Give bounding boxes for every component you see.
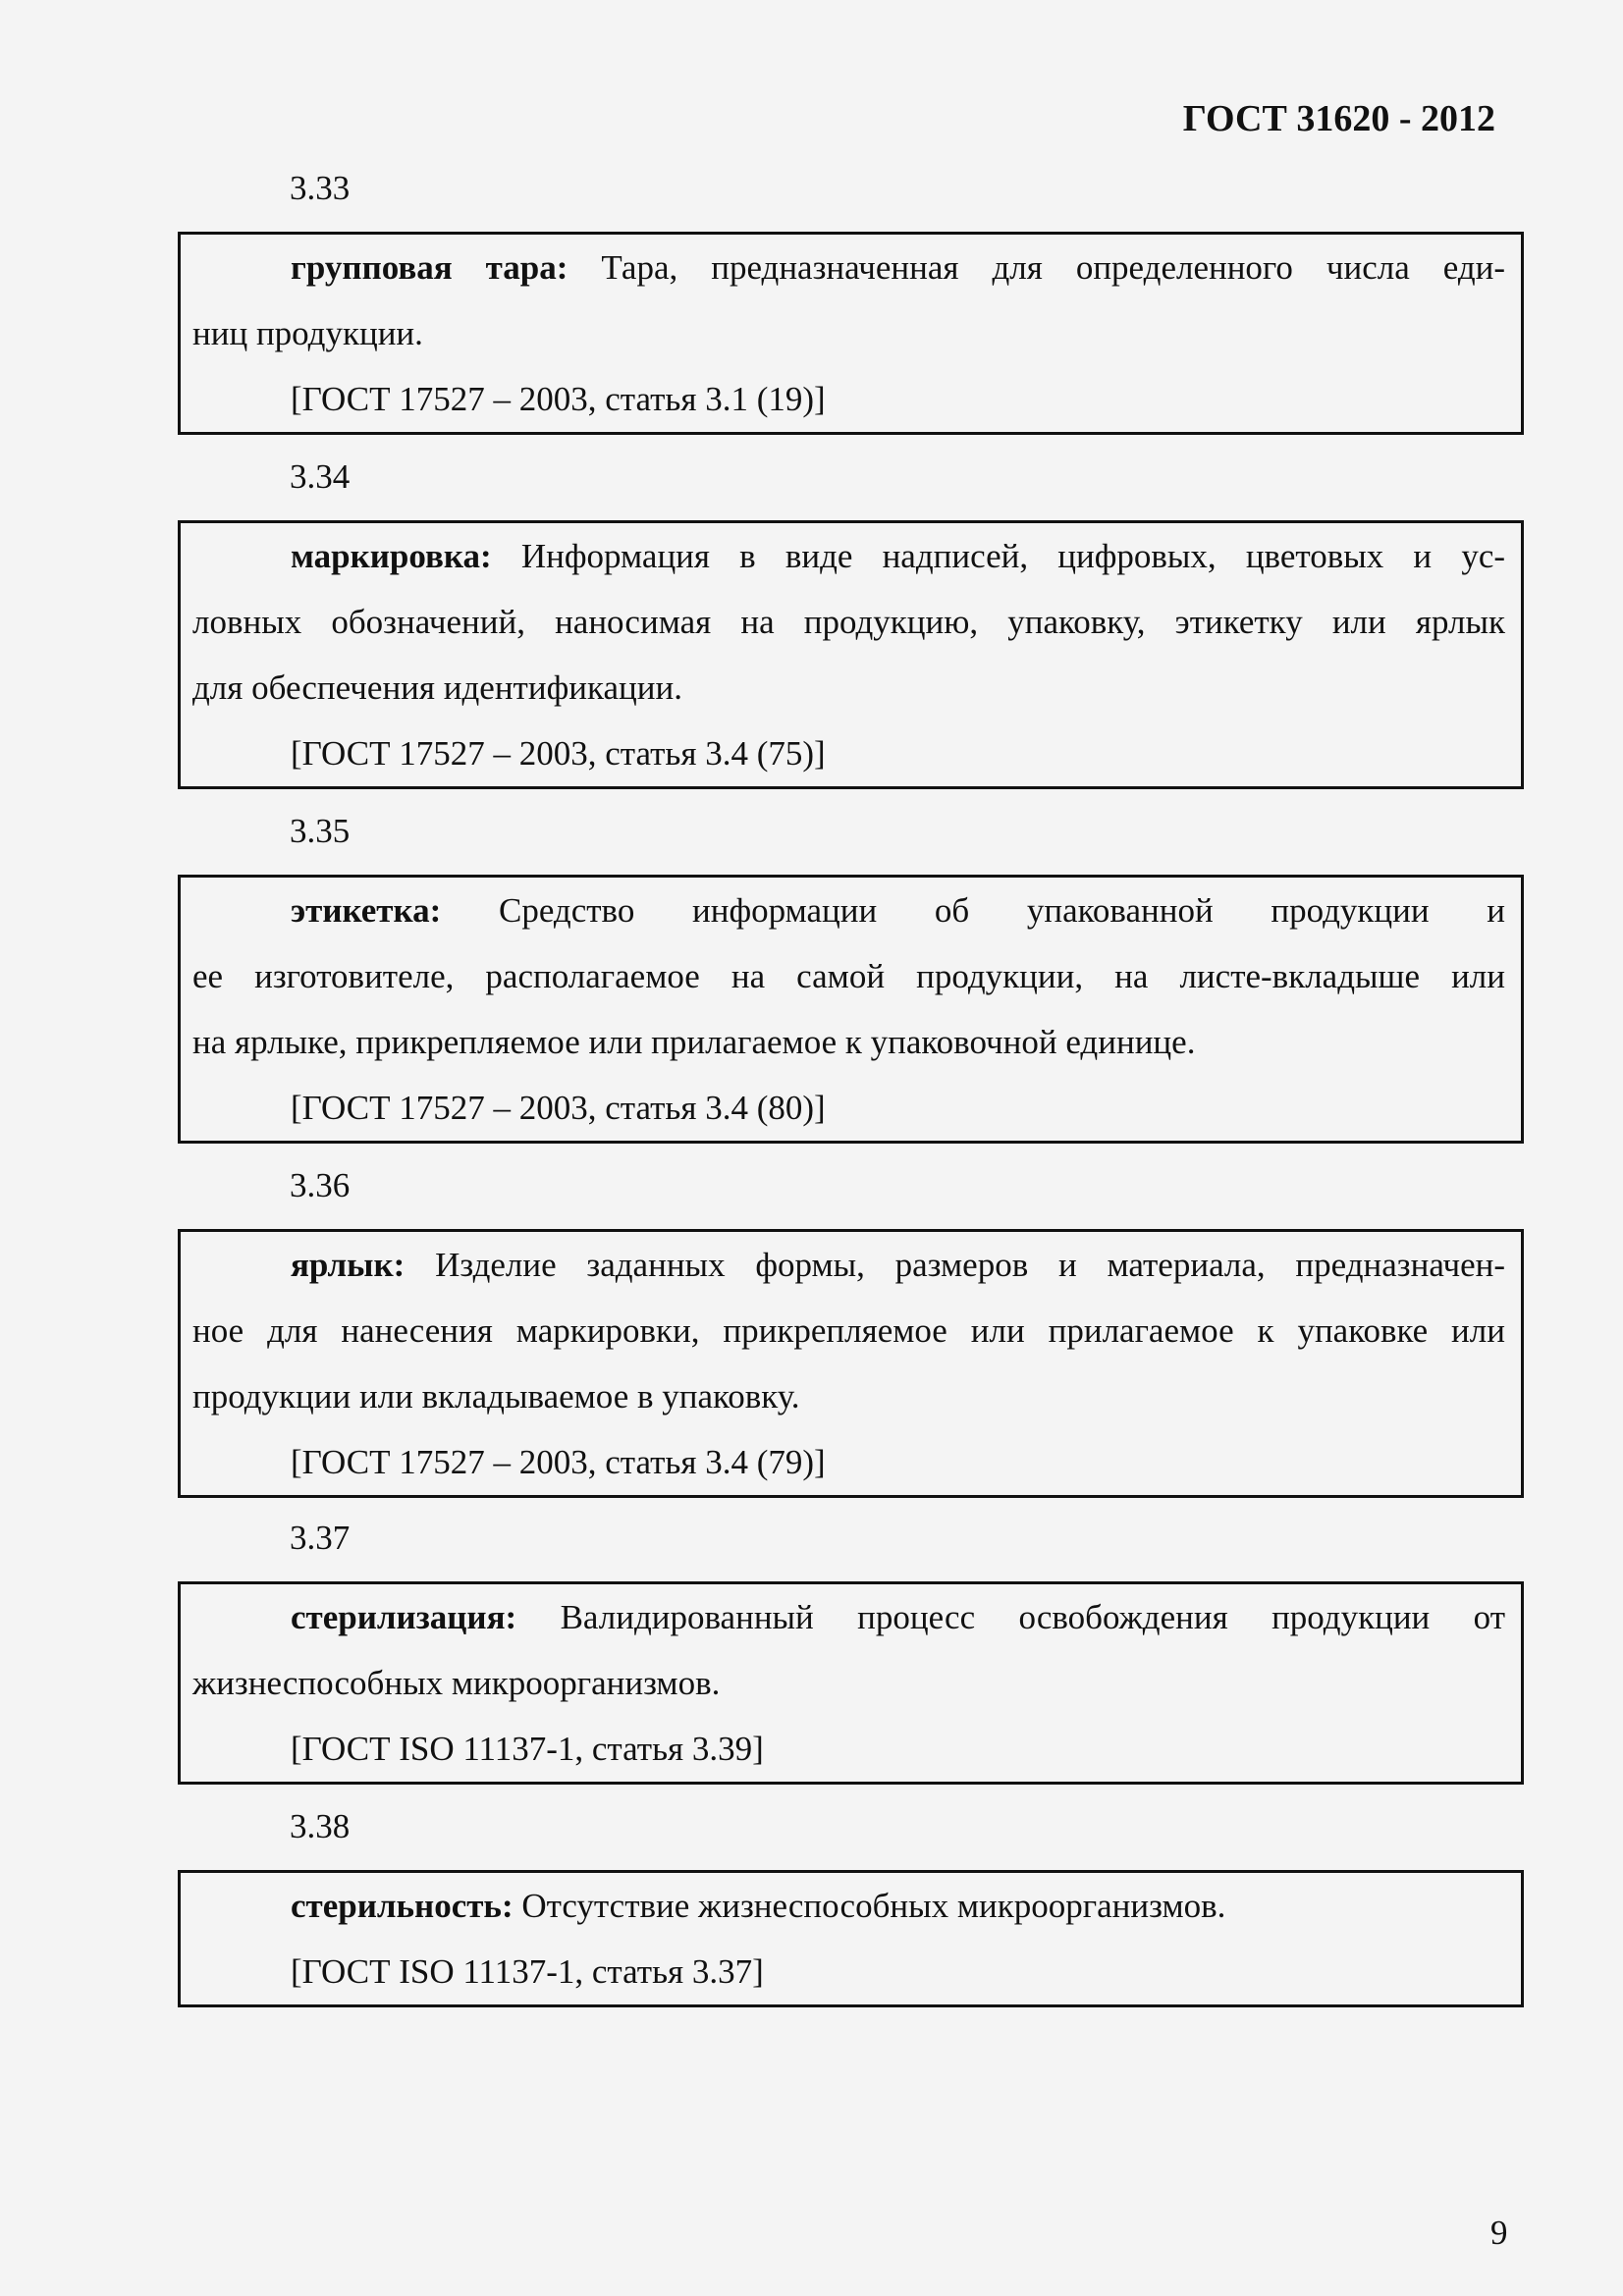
definition-text: Средство информации об упакованной продукции и: [498, 891, 1506, 930]
source-reference: [ГОСТ 17527 – 2003, статья 3.4 (75)]: [291, 734, 826, 773]
term: этикетка:: [291, 891, 442, 930]
definition-entry: [178, 1152, 1524, 1498]
definition-box: [178, 875, 1524, 1144]
definition-line: [192, 1298, 1505, 1363]
definition-line: [192, 1009, 1505, 1075]
definition-line: [192, 943, 1505, 1009]
definition-entry: [178, 798, 1524, 1144]
entry-number: 3.35: [290, 812, 351, 850]
definition-line: [192, 523, 1505, 589]
definition-entry: [178, 155, 1524, 435]
entry-number: 3.38: [290, 1807, 351, 1845]
definition-box: [178, 232, 1524, 435]
entry-number: 3.34: [290, 457, 351, 496]
definition-text: ловных обозначений, наносимая на продукцию, упаковку, этикетку или ярлык: [192, 603, 1505, 641]
definition-entry: [178, 1793, 1524, 2007]
term: стерилизация:: [291, 1598, 517, 1636]
term: маркировка:: [291, 537, 492, 575]
definition-line: [192, 1650, 1505, 1716]
page-number: 9: [1490, 2214, 1508, 2252]
definition-line: [192, 300, 1505, 366]
definition-line: [192, 1584, 1505, 1650]
entry-number: 3.33: [290, 169, 351, 207]
term: ярлык:: [291, 1246, 406, 1284]
definition-text: жизнеспособных микроорганизмов.: [192, 1664, 721, 1702]
definition-text: Отсутствие жизнеспособных микроорганизмов.: [521, 1887, 1226, 1925]
entry-number: 3.36: [290, 1166, 351, 1204]
definition-line: [192, 1873, 1505, 1939]
term: стерильность:: [291, 1887, 514, 1925]
entry-number: 3.37: [290, 1519, 351, 1557]
source-reference: [ГОСТ ISO 11137-1, статья 3.39]: [291, 1730, 764, 1768]
definition-text: ниц продукции.: [192, 314, 423, 352]
definition-box: [178, 1581, 1524, 1785]
definition-line: [192, 1232, 1505, 1298]
definition-line: [192, 878, 1505, 943]
definition-text: ное для нанесения маркировки, прикрепляемое или прилагаемое к упаковке или: [192, 1311, 1505, 1350]
definition-text: Информация в виде надписей, цифровых, цветовых и ус-: [520, 537, 1506, 575]
definition-box: [178, 1229, 1524, 1498]
definition-entry: [178, 1505, 1524, 1785]
document-header: ГОСТ 31620 - 2012: [1182, 98, 1495, 139]
source-reference: [ГОСТ ISO 11137-1, статья 3.37]: [291, 1952, 764, 1991]
definition-box: [178, 520, 1524, 789]
definition-text: ее изготовителе, располагаемое на самой продукции, на листе-вкладыше или: [192, 957, 1505, 995]
definition-line: [192, 1363, 1505, 1429]
definition-text: для обеспечения идентификации.: [192, 668, 682, 707]
definition-box: [178, 1870, 1524, 2007]
source-reference: [ГОСТ 17527 – 2003, статья 3.1 (19)]: [291, 380, 826, 418]
definition-line: [192, 655, 1505, 721]
definition-text: Изделие заданных формы, размеров и материала, предназначен-: [435, 1246, 1506, 1284]
definition-entry: [178, 444, 1524, 789]
definition-line: [192, 235, 1505, 300]
term: групповая тара:: [291, 248, 568, 287]
definition-text: Тара, предназначенная для определенного числа еди-: [601, 248, 1506, 287]
definition-text: на ярлыке, прикрепляемое или прилагаемое к упаковочной единице.: [192, 1023, 1196, 1061]
definition-text: Валидированный процесс освобождения продукции от: [560, 1598, 1505, 1636]
definition-text: продукции или вкладываемое в упаковку.: [192, 1377, 800, 1415]
definition-line: [192, 589, 1505, 655]
source-reference: [ГОСТ 17527 – 2003, статья 3.4 (79)]: [291, 1443, 826, 1481]
source-reference: [ГОСТ 17527 – 2003, статья 3.4 (80)]: [291, 1089, 826, 1127]
